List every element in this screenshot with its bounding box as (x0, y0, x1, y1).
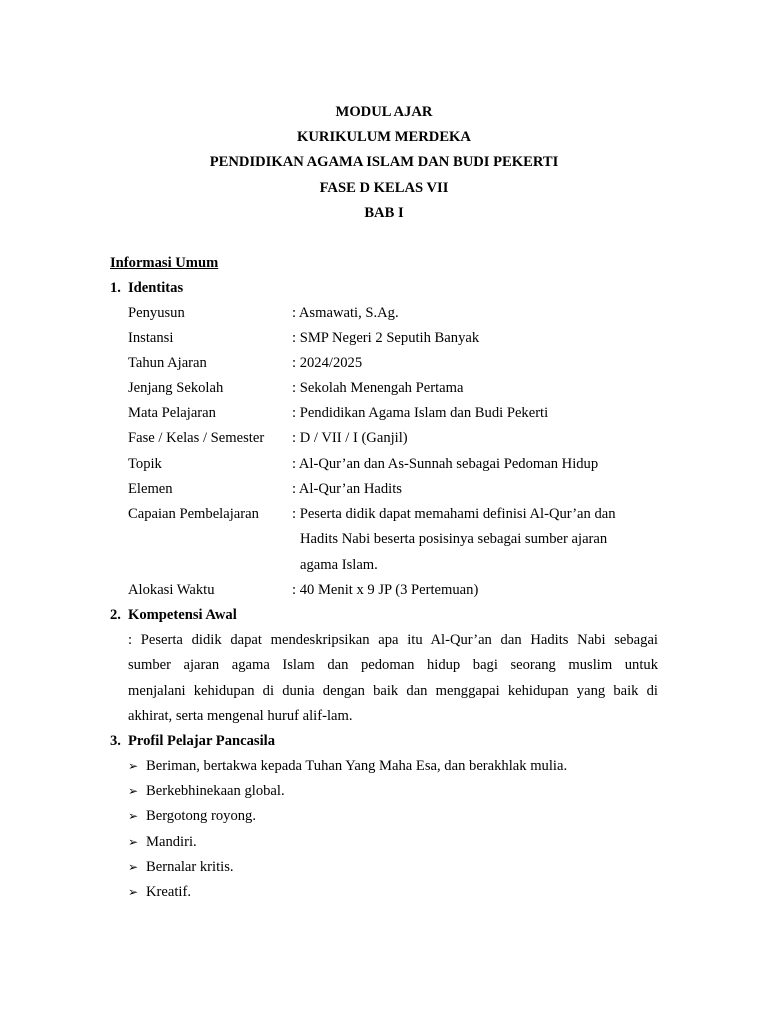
row-value: : Sekolah Menengah Pertama (292, 380, 464, 396)
list-item-text: Berkebhinekaan global. (146, 783, 285, 799)
title-line-modul-ajar: MODUL AJAR (335, 104, 433, 120)
list-item-text: Bergotong royong. (146, 808, 256, 824)
heading-kompetensi-awal (110, 606, 237, 624)
heading-number: 2. (110, 607, 121, 623)
profil-list-item (128, 858, 234, 876)
arrow-bullet-icon: ➢ (128, 860, 139, 874)
arrow-bullet-icon: ➢ (128, 885, 139, 899)
profil-list-item (128, 883, 191, 901)
row-label: Alokasi Waktu (128, 582, 215, 598)
list-item-text: Kreatif. (146, 884, 191, 900)
kompetensi-line-3: menjalani kehidupan di dunia dengan baik dan menggapai kehidupan yang baik di (128, 683, 658, 699)
profil-list-item (128, 782, 285, 800)
row-value: : 40 Menit x 9 JP (3 Pertemuan) (292, 582, 479, 598)
heading-number: 3. (110, 733, 121, 749)
heading-text: Identitas (128, 280, 184, 296)
profil-list-item (128, 807, 256, 825)
title-line-bab: BAB I (364, 204, 404, 221)
row-value: : Pendidikan Agama Islam dan Budi Pekerti (292, 405, 549, 421)
row-label: Topik (128, 456, 162, 472)
row-value: : D / VII / I (Ganjil) (292, 430, 408, 446)
row-label: Instansi (128, 330, 174, 346)
arrow-bullet-icon: ➢ (128, 809, 139, 823)
kompetensi-line-1: : Peserta didik dapat mendeskripsikan apa itu Al-Qur’an dan Hadits Nabi sebagai (128, 632, 658, 648)
title-line-subject: PENDIDIKAN AGAMA ISLAM DAN BUDI PEKERTI (209, 154, 559, 171)
row-label: Jenjang Sekolah (128, 380, 224, 396)
kompetensi-line-2: sumber ajaran agama Islam dan pedoman hidup bagi seorang muslim untuk (128, 657, 658, 673)
row-label: Elemen (128, 481, 173, 497)
capaian-continuation-2: agama Islam. (300, 557, 378, 573)
section-heading-informasi-umum: Informasi Umum (110, 255, 219, 271)
arrow-bullet-icon: ➢ (128, 835, 139, 849)
list-item-text: Mandiri. (146, 834, 197, 850)
heading-number: 1. (110, 280, 121, 296)
kompetensi-line-4: akhirat, serta mengenal huruf alif-lam. (128, 708, 353, 724)
row-value: : SMP Negeri 2 Seputih Banyak (292, 330, 480, 346)
list-item-text: Bernalar kritis. (146, 859, 234, 875)
row-value: : Al-Qur’an Hadits (292, 481, 402, 497)
profil-list-item (128, 833, 197, 851)
heading-identitas (110, 279, 183, 297)
heading-text: Profil Pelajar Pancasila (128, 733, 275, 749)
row-value: : Peserta didik dapat memahami definisi Al-Qur’an dan (292, 506, 616, 522)
row-label: Fase / Kelas / Semester (128, 430, 265, 446)
row-value: : Al-Qur’an dan As-Sunnah sebagai Pedoman Hidup (292, 456, 599, 472)
list-item-text: Beriman, bertakwa kepada Tuhan Yang Maha Esa, dan berakhlak mulia. (146, 758, 568, 774)
row-label: Tahun Ajaran (128, 355, 207, 371)
heading-profil-pelajar-pancasila (110, 732, 275, 750)
profil-list-item (128, 757, 567, 775)
capaian-continuation-1: Hadits Nabi beserta posisinya sebagai sumber ajaran (300, 531, 608, 547)
title-line-fase: FASE D KELAS VII (319, 179, 449, 196)
row-label: Penyusun (128, 305, 185, 321)
row-value: : Asmawati, S.Ag. (292, 305, 399, 321)
heading-text: Kompetensi Awal (128, 607, 237, 623)
arrow-bullet-icon: ➢ (128, 784, 139, 798)
title-line-kurikulum: KURIKULUM MERDEKA (297, 129, 471, 146)
document-title (0, 101, 768, 227)
row-label: Mata Pelajaran (128, 405, 216, 421)
arrow-bullet-icon: ➢ (128, 759, 139, 773)
row-value: : 2024/2025 (292, 355, 363, 371)
row-label: Capaian Pembelajaran (128, 506, 259, 522)
